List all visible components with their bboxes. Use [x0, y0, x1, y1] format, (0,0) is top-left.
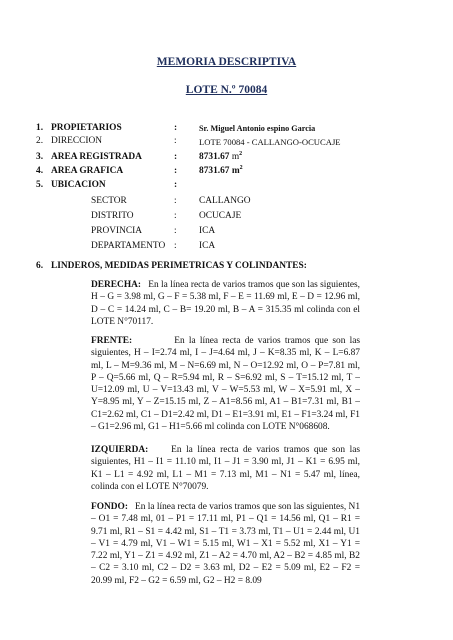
ubicacion-departamento [0, 241, 453, 253]
lindero-fondo [91, 501, 360, 587]
item-number: 5. [36, 180, 44, 190]
lindero-derecha [91, 279, 360, 328]
ubicacion-value: OCUCAJE [199, 211, 242, 221]
item-colon: : [174, 180, 178, 190]
lindero-label: FONDO: [91, 502, 128, 512]
item-label: AREA GRAFICA [51, 166, 124, 176]
item-number: 3. [36, 152, 44, 162]
item-value: 8731.67 $m^2$ [199, 164, 243, 176]
item-value: Sr. Miguel Antonio espino Garcia [199, 124, 316, 133]
ubicacion-value: ICA [199, 241, 216, 251]
ubicacion-colon: : [174, 241, 177, 251]
ubicacion-value: ICA [199, 226, 216, 236]
ubicacion-colon: : [174, 196, 177, 206]
ubicacion-colon: : [174, 211, 177, 221]
item-colon: : [174, 136, 177, 146]
item-colon: : [174, 152, 178, 162]
ubicacion-label: SECTOR [91, 196, 127, 206]
section-number: 6. [36, 261, 44, 271]
lindero-frente [91, 335, 360, 433]
item-ubicacion [0, 180, 453, 192]
ubicacion-label: DISTRITO [91, 211, 134, 221]
item-area-grafica [0, 166, 453, 178]
ubicacion-colon: : [174, 226, 177, 236]
lindero-text: En la línea recta de varios tramos que son las siguientes, H – G = 3.98 ml, G – F = 5.38 ml, F – E = 11.69 ml, E – D = 12.96 ml, D – C = 14.24 ml, C – B= 19.20 ml, B – A = 315.35 ml colinda con el LOTE N°70117. [91, 280, 360, 327]
ubicacion-label: PROVINCIA [91, 226, 143, 236]
item-label: UBICACION [51, 180, 106, 190]
lindero-izquierda [91, 444, 360, 493]
item-value: 8731.67 $m^2$ [199, 150, 243, 162]
item-direccion [0, 136, 453, 148]
item-number: 4. [36, 166, 44, 176]
lindero-label: IZQUIERDA: [91, 445, 149, 455]
item-colon: : [174, 123, 178, 133]
lindero-text: En la línea recta de varios tramos que son las siguientes, N1 – O1 = 7.48 ml, 01 – P1 = 17.11 ml, P1 – Q1 = 14.56 ml, Q1 – R1 = 9.71 ml, R1 – S1 = 4.42 ml, S1 – T1 = 3.73 ml, T1 – U1 = 2.44 ml, U1 – V1 = 4.79 ml, V1 – W1 = 5.15 ml, W1 – X1 = 5.52 ml, X1 – Y1 = 7.22 ml, Y1 – Z1 = 4.92 ml, Z1 – A2 = 4.70 ml, A2 – B2 = 4.85 ml, B2 – C2 = 3.10 ml, C2 – D2 = 3.63 ml, D2 – E2 = 5.09 ml, E2 – F2 = 20.99 ml, F2 – G2 = 6.59 ml, G2 – H2 = 8.09 [91, 502, 361, 586]
ubicacion-label: DEPARTAMENTO [91, 241, 166, 251]
document-subtitle: LOTE N.º 70084 [185, 84, 268, 96]
ubicacion-provincia [0, 226, 453, 238]
lindero-text: En la línea recta de varios tramos que son las siguientes, H – I=2.74 ml, I – J=4.64 ml, J – K=8.35 ml, K – L=6.87 ml, L – M=9.36 ml, M – N=6.69 ml, N – O=12.92 ml, O – P=7.81 ml, P – Q=5.66 ml, Q – R=5.94 ml, R – S=6.92 ml, S – T=15.12 ml, T – U=12.09 ml, U – V=13.43 ml, V – W=5.53 ml, W – X=5.91 ml, X – Y=8.95 ml, Y – Z=15.15 ml, Z – A1=8.56 ml, A1 – B1=7.31 ml, B1 – C1=2.62 ml, C1 – D1=2.42 ml, D1 – E1=3.91 ml, E1 – F1=3.24 ml, F1 – G1=2.96 ml, G1 – H1=5.66 ml colinda con LOTE N°068608. [91, 336, 361, 433]
item-colon: : [174, 166, 178, 176]
item-label: PROPIETARIOS [51, 123, 122, 133]
ubicacion-distrito [0, 211, 453, 223]
lindero-text: En la línea recta de varios tramos que son las siguientes, H1 – I1 = 11.10 ml, I1 – J1 = 3.90 ml, J1 – K1 = 6.95 ml, K1 – L1 = 4.92 ml, L1 – M1 = 7.13 ml, M1 – N1 = 5.47 ml, línea, colinda con el LOTE N°70079. [91, 445, 360, 492]
ubicacion-sector [0, 196, 453, 208]
section-title: LINDEROS, MEDIDAS PERIMETRICAS Y COLINDANTES: [51, 261, 307, 271]
item-area-registrada [0, 152, 453, 164]
lindero-label: DERECHA: [91, 280, 142, 290]
section-linderos-heading [0, 261, 453, 273]
item-label: DIRECCION [51, 136, 103, 146]
item-value: LOTE 70084 - CALLANGO-OCUCAJE [199, 137, 341, 147]
item-number: 1. [36, 123, 44, 133]
item-propietarios [0, 123, 453, 135]
document-title: MEMORIA DESCRIPTIVA [156, 56, 297, 68]
ubicacion-value: CALLANGO [199, 196, 251, 206]
item-label: AREA REGISTRADA [51, 152, 142, 162]
item-number: 2. [36, 136, 44, 146]
lindero-label: FRENTE: [91, 336, 133, 346]
